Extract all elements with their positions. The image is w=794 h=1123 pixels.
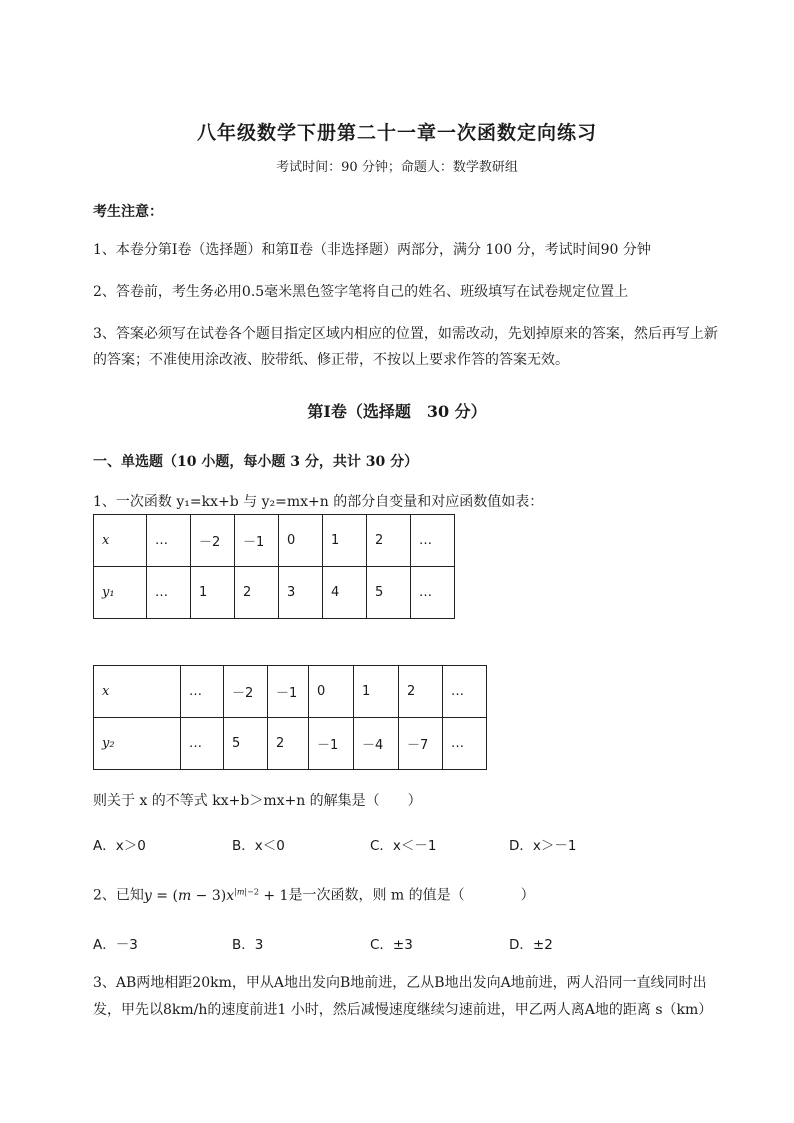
q1-option-d[interactable]: D．x＞－1 <box>509 838 577 854</box>
table-cell: x <box>94 666 181 718</box>
table-cell: … <box>147 515 191 567</box>
q1-question: 则关于 x 的不等式 kx+b＞mx+n 的解集是（ ） <box>93 793 422 809</box>
q1-table-2 <box>93 665 487 770</box>
table-cell: … <box>181 666 224 718</box>
table-cell: y₁ <box>94 567 147 619</box>
exam-info: 考试时间：90 分钟；命题人：数学教研组 <box>276 160 518 175</box>
table-cell: －7 <box>399 718 443 770</box>
table-cell: … <box>147 567 191 619</box>
q2-option-c[interactable]: C．±3 <box>370 937 413 953</box>
q1-option-b[interactable]: B．x＜0 <box>232 838 285 854</box>
table-cell: x <box>94 515 147 567</box>
table-cell: －2 <box>191 515 235 567</box>
notice-item-2: 2、答卷前，考生务必用0.5毫米黑色签字笔将自己的姓名、班级填写在试卷规定位置上 <box>93 284 629 300</box>
notice-heading: 考生注意： <box>93 204 163 220</box>
table-cell: 0 <box>309 666 354 718</box>
section-title: 第Ⅰ卷（选择题 30 分） <box>307 402 487 421</box>
q2-stem-suffix: 是一次函数，则 m 的值是（ ） <box>288 887 535 904</box>
q2-stem-prefix: 2、已知 <box>93 887 144 904</box>
table-cell: 2 <box>235 567 279 619</box>
table-cell: … <box>181 718 224 770</box>
table-cell: 3 <box>279 567 323 619</box>
table-row <box>94 515 455 567</box>
q1-stem: 1、一次函数 y₁=kx+b 与 y₂=mx+n 的部分自变量和对应函数值如表： <box>93 494 544 510</box>
table-cell: －4 <box>354 718 399 770</box>
table-cell: 2 <box>268 718 309 770</box>
table-cell: y₂ <box>94 718 181 770</box>
q2-option-a[interactable]: A．－3 <box>93 937 138 953</box>
table-cell: 2 <box>367 515 411 567</box>
table-cell: 1 <box>191 567 235 619</box>
table-cell: … <box>411 515 455 567</box>
table-cell: 0 <box>279 515 323 567</box>
q1-table-1 <box>93 514 455 619</box>
table-cell: 2 <box>399 666 443 718</box>
table-cell: 5 <box>224 718 268 770</box>
q2-formula: $y = (m - 3)x^{|m|-2} + 1$ <box>143 887 289 904</box>
table-cell: 5 <box>367 567 411 619</box>
table-cell: 1 <box>323 515 367 567</box>
table-row <box>94 666 487 718</box>
table-cell: … <box>411 567 455 619</box>
page-title: 八年级数学下册第二十一章一次函数定向练习 <box>196 122 597 144</box>
table-cell: －1 <box>235 515 279 567</box>
table-cell: －1 <box>268 666 309 718</box>
q2-stem <box>93 879 535 909</box>
table-cell: －2 <box>224 666 268 718</box>
table-cell: … <box>443 718 487 770</box>
table-cell: 1 <box>354 666 399 718</box>
table-cell: 4 <box>323 567 367 619</box>
q2-option-d[interactable]: D．±2 <box>509 937 553 953</box>
q2-option-b[interactable]: B．3 <box>232 937 264 953</box>
notice-item-3-line-1: 3、答案必须写在试卷各个题目指定区域内相应的位置，如需改动，先划掉原来的答案，然后再写上新 <box>93 326 718 342</box>
table-cell: … <box>443 666 487 718</box>
q3-line-1: 3、AB两地相距20km，甲从A地出发向B地前进，乙从B地出发向A地前进，两人沿同一直线同时出 <box>93 975 707 991</box>
notice-item-1: 1、本卷分第Ⅰ卷（选择题）和第Ⅱ卷（非选择题）两部分，满分 100 分，考试时间90 分钟 <box>93 242 651 258</box>
q3-line-2: 发，甲先以8km/h的速度前进1 小时，然后减慢速度继续匀速前进，甲乙两人离A地的距离 s（km） <box>93 1002 713 1018</box>
q1-options <box>93 834 693 854</box>
q1-option-c[interactable]: C．x＜－1 <box>370 838 437 854</box>
table-row <box>94 718 487 770</box>
q1-option-a[interactable]: A．x＞0 <box>93 838 146 854</box>
table-row <box>94 567 455 619</box>
notice-item-3-line-2: 的答案；不准使用涂改液、胶带纸、修正带，不按以上要求作答的答案无效。 <box>93 352 569 368</box>
part-heading: 一、单选题（10 小题，每小题 3 分，共计 30 分） <box>93 454 419 470</box>
table-cell: －1 <box>309 718 354 770</box>
q2-options <box>93 933 693 953</box>
